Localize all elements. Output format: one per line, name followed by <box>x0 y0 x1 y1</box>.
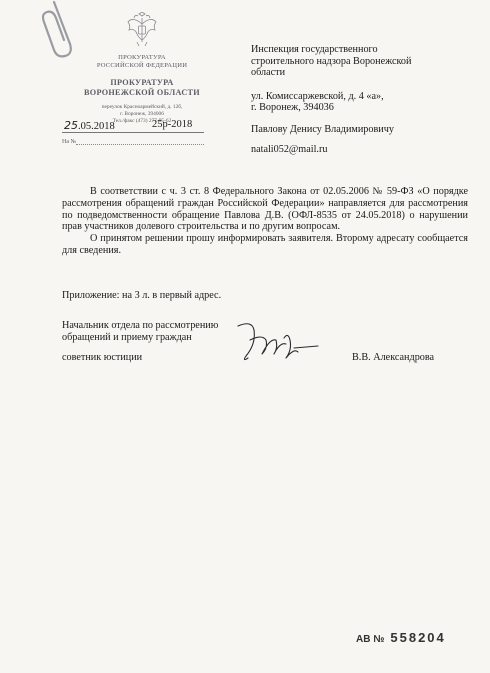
addressee-line1: Инспекция государственного <box>251 44 378 55</box>
signer-title <box>62 320 218 343</box>
addressee-org <box>251 44 476 79</box>
org-phone: Тел./факс (473) 277-95-62 <box>112 118 172 124</box>
registration-line <box>62 119 222 133</box>
signer-name: В.В. Александрова <box>352 352 435 363</box>
signer-rank: советник юстиции <box>62 352 143 363</box>
reference-line <box>62 139 222 145</box>
form-series: АВ № <box>356 634 385 645</box>
signer-title-line2: обращений и приему граждан <box>62 331 192 343</box>
double-headed-eagle-emblem-icon <box>125 12 159 48</box>
copy-recipient-email: natali052@mail.ru <box>251 144 328 155</box>
letter-body <box>62 186 468 257</box>
registration-date <box>64 119 115 132</box>
org-address-line2: г. Воронеж, 394006 <box>120 111 164 117</box>
org-name-line1: ПРОКУРАТУРА <box>118 54 166 61</box>
org-bold-line1: ПРОКУРАТУРА <box>110 78 174 87</box>
reference-label: На № <box>62 139 77 145</box>
attachment-note: Приложение: на 3 л. в первый адрес. <box>62 290 222 301</box>
registration-day-handwritten: 25 <box>64 119 78 132</box>
signer-title-line1: Начальник отдела по рассмотрению <box>62 320 219 331</box>
handwritten-signature-icon <box>232 318 322 370</box>
reference-underline <box>76 144 204 145</box>
registration-underline <box>62 132 204 133</box>
registration-date-printed: .05.2018 <box>78 121 115 132</box>
form-digits: 558204 <box>390 630 446 645</box>
body-paragraph-2: О принятом решении прошу информировать заявителя. Второму адресату сообщается для сведения. <box>62 233 468 256</box>
body-paragraph-1: В соответствии с ч. 3 ст. 8 Федерального Закона от 02.05.2006 № 59-ФЗ «О порядке рассмотрения обращений граждан Российской Федерации» направляется для рассмотрения по подведомственности обращение Павлова Д.В. (ОФЛ-8535 от 24.05.2018) о нарушении прав участников долевого строительства и по другим вопросам. <box>62 186 468 233</box>
addressee-block <box>251 44 476 114</box>
copy-recipient-name: Павлову Денису Владимировичу <box>251 124 394 135</box>
form-serial-number <box>356 630 446 645</box>
org-name-line2: РОССИЙСКОЙ ФЕДЕРАЦИИ <box>96 62 188 69</box>
addressee-street: ул. Комиссаржевской, д. 4 «а», <box>251 90 384 102</box>
org-address-line1: переулок Красноармейский, д. 12б, <box>101 104 183 110</box>
addressee-line3: области <box>251 67 286 78</box>
registration-number: 25р-2018 <box>152 119 193 130</box>
addressee-line2: строительного надзора Воронежской <box>251 55 412 67</box>
addressee-city: г. Воронеж, 394036 <box>251 102 334 113</box>
org-bold-line2: ВОРОНЕЖСКОЙ ОБЛАСТИ <box>84 88 200 97</box>
letterhead <box>62 12 222 125</box>
